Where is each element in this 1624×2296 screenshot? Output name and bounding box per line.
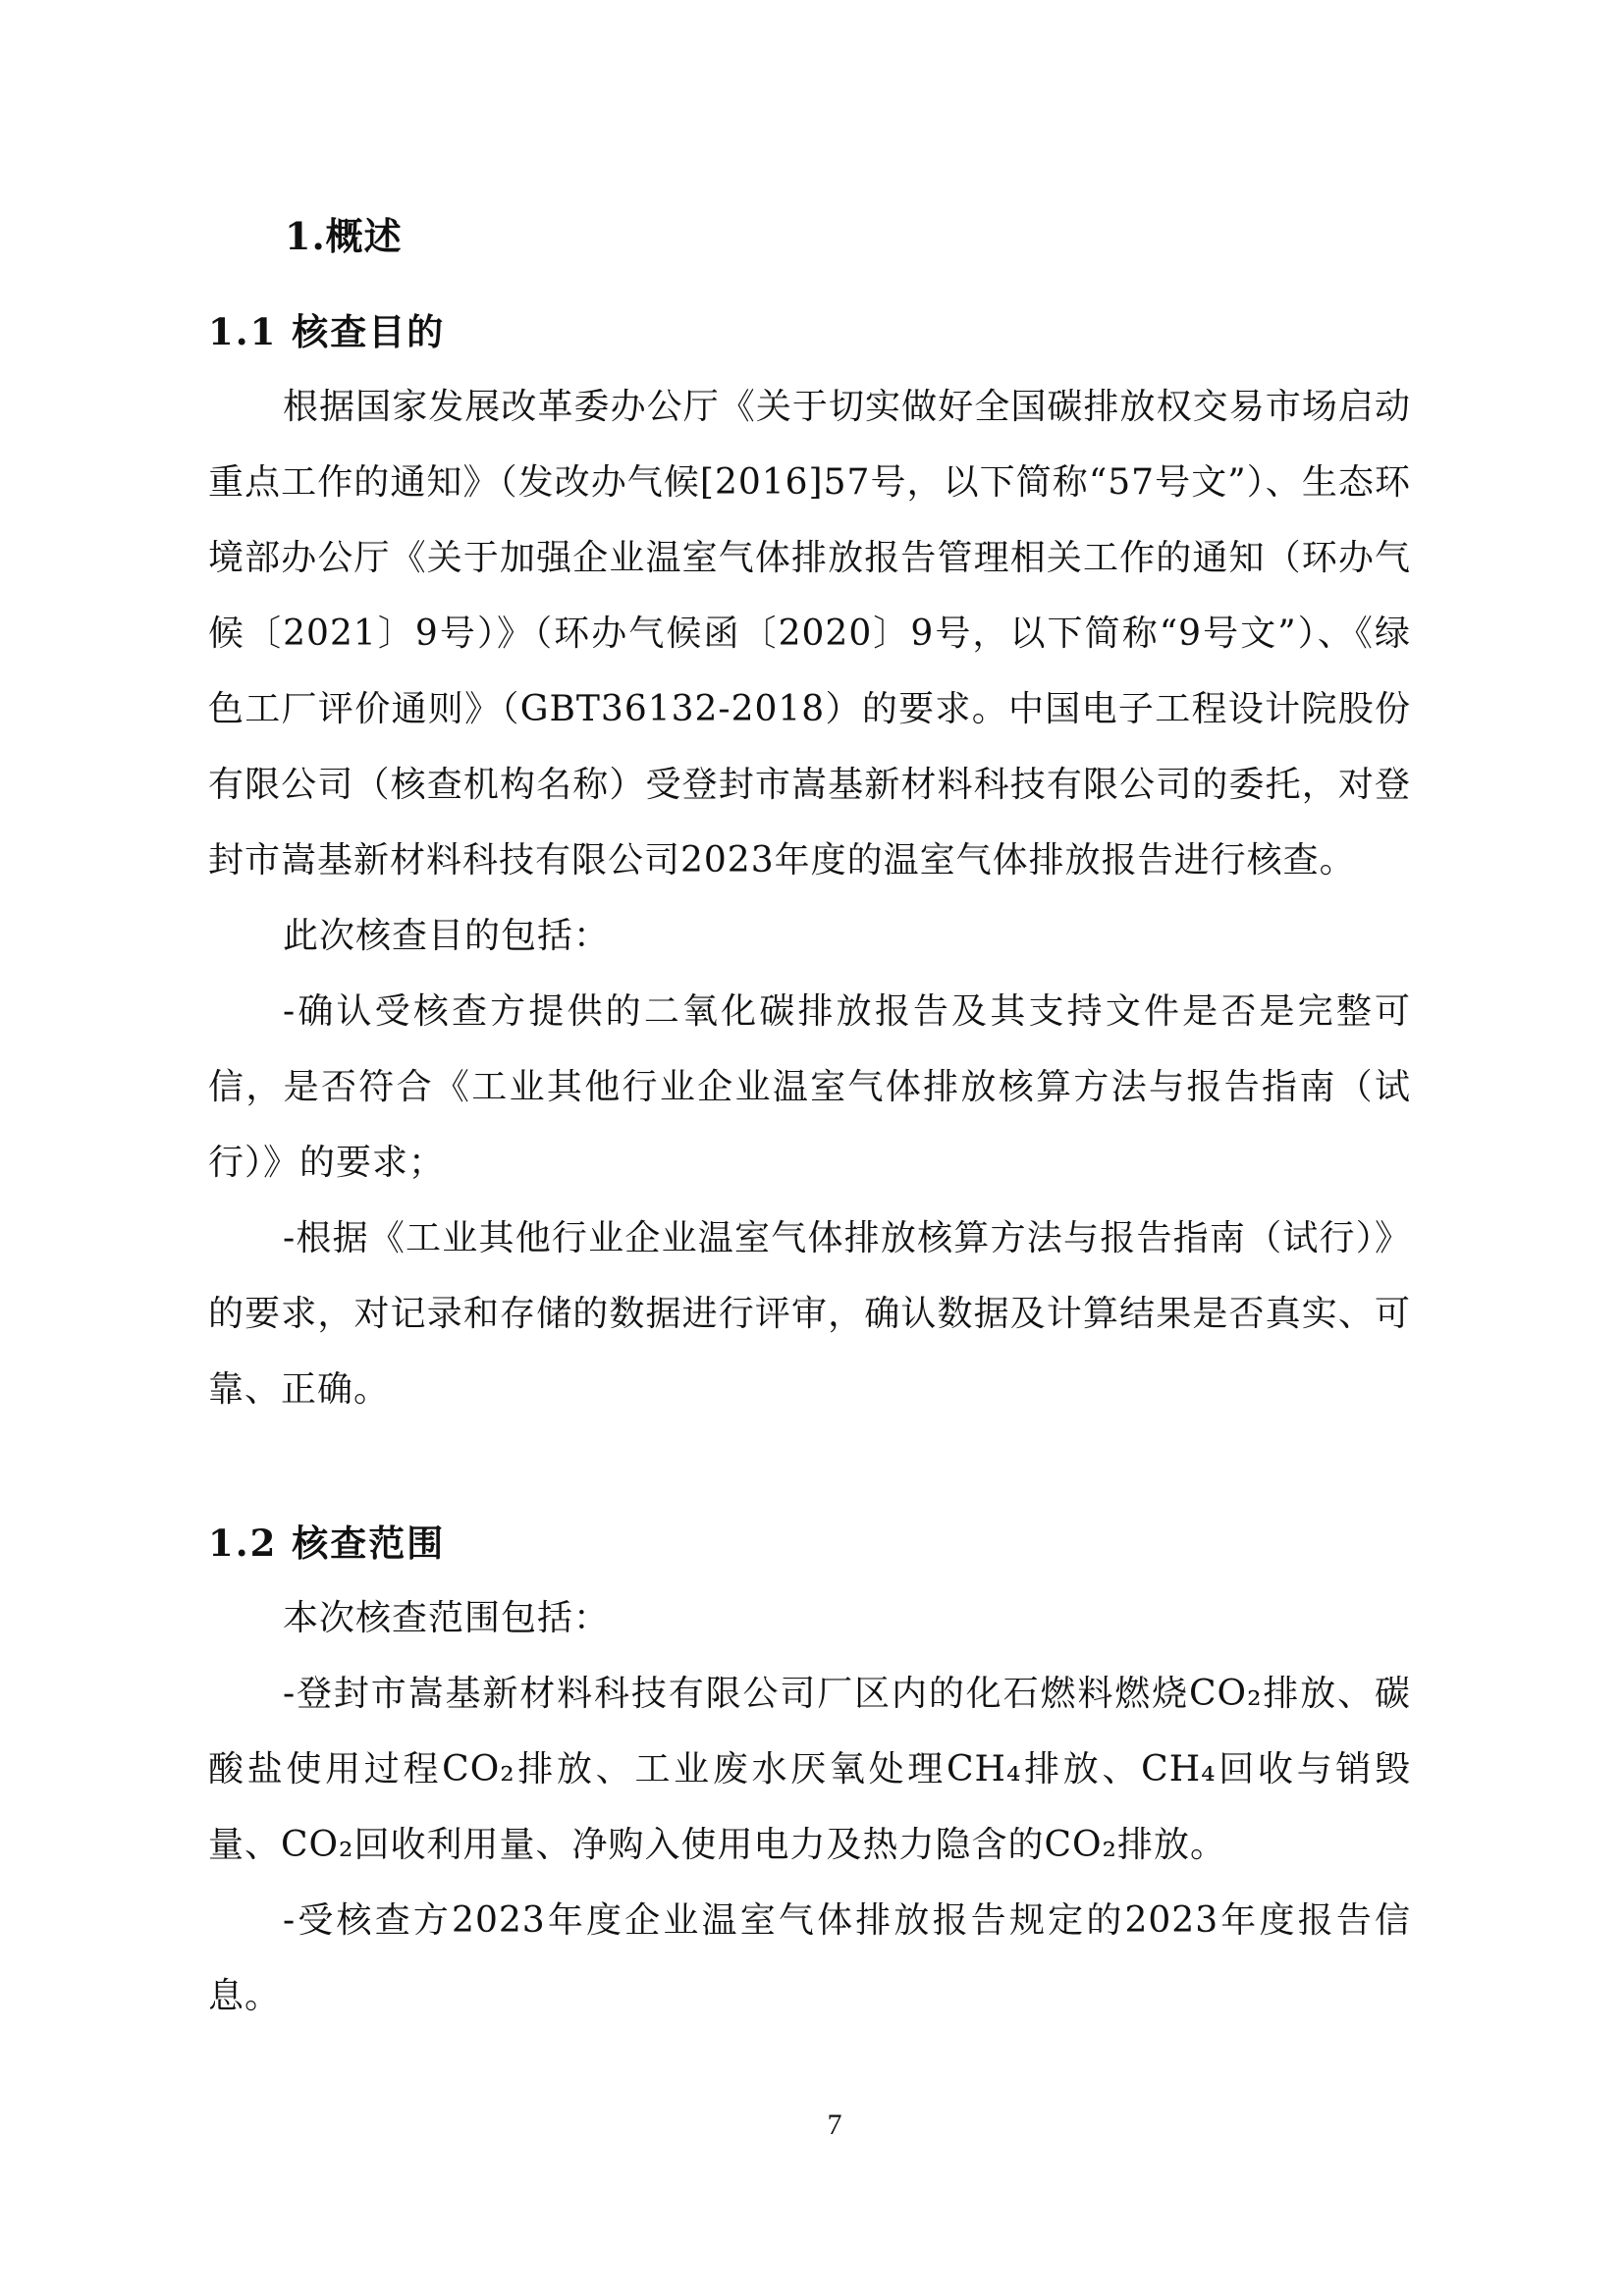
section-heading-purpose: 1.1 核查目的 — [208, 310, 446, 353]
page-number: 7 — [827, 2109, 842, 2141]
paragraph-purpose-item-1: -确认受核查方提供的二氧化碳排放报告及其支持文件是否是完整可信，是否符合《工业其他行业企业温室气体排放核算方法与报告指南（试行）》的要求； — [208, 991, 1411, 1183]
section-heading-scope: 1.2 核查范围 — [208, 1522, 446, 1565]
section-body-scope — [208, 1580, 1411, 2034]
section-body-purpose — [208, 369, 1411, 1427]
overview-heading: 1.概述 — [285, 214, 403, 258]
paragraph-scope-intro: 本次核查范围包括： — [283, 1598, 611, 1638]
paragraph-purpose-item-2: -根据《工业其他行业企业温室气体排放核算方法与报告指南（试行）》的要求，对记录和存储的数据进行评审，确认数据及计算结果是否真实、可靠、正确。 — [208, 1218, 1411, 1410]
paragraph-basis: 根据国家发展改革委办公厅《关于切实做好全国碳排放权交易市场启动重点工作的通知》（发改办气候[2016]57号，以下简称“57号文”）、生态环境部办公厅《关于加强企业温室气体排放报告管理相关工作的通知（环办气候〔2021〕9号）》（环办气候函〔2020〕9号，以下简称“9号文”）、《绿色工厂评价通则》（GBT36132-2018）的要求。中国电子工程设计院股份有限公司（核查机构名称）受登封市嵩基新材料科技有限公司的委托，对登封市嵩基新材料科技有限公司2023年度的温室气体排放报告进行核查。 — [208, 387, 1411, 881]
paragraph-scope-item-1: -登封市嵩基新材料科技有限公司厂区内的化石燃料燃烧CO₂排放、碳酸盐使用过程CO₂排放、工业废水厌氧处理CH₄排放、CH₄回收与销毁量、CO₂回收利用量、净购入使用电力及热力隐含的CO₂排放。 — [208, 1674, 1411, 1865]
paragraph-scope-item-2: -受核查方2023年度企业温室气体排放报告规定的2023年度报告信息。 — [208, 1900, 1411, 2016]
paragraph-purpose-intro: 此次核查目的包括： — [283, 916, 611, 956]
